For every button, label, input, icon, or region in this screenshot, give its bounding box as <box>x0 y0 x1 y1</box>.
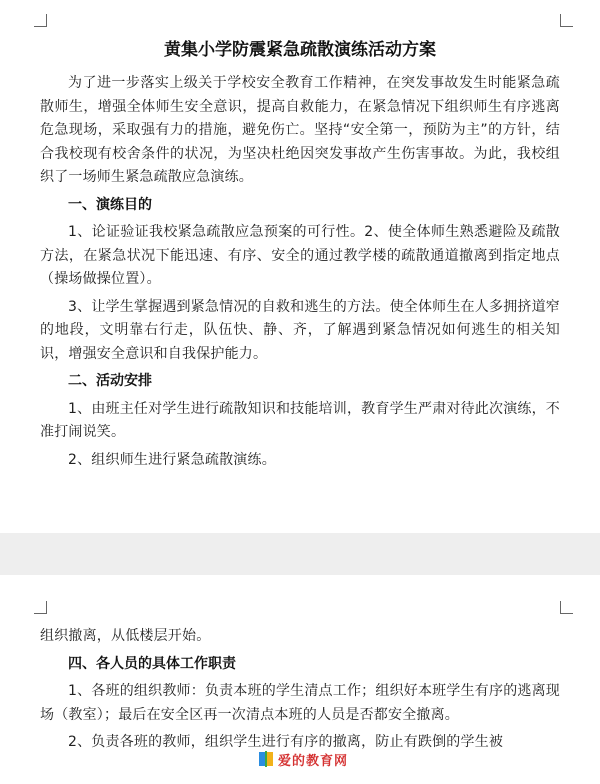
intro-paragraph: 为了进一步落实上级关于学校安全教育工作精神，在突发事故发生时能紧急疏散师生，增强全体师生安全意识，提高自救能力，在紧急情况下组织师生有序逃离危急现场，采取强有力的措施，避免伤亡。坚持“安全第一，预防为主”的方针，结合我校现有校舍条件的状况，为坚决杜绝因突发事故产生伤害事故。为此，我校组织了一场师生紧急疏散应急演练。 <box>40 75 560 185</box>
section-4-paragraph-2: 2、负责各班的教师，组织学生进行有序的撤离，防止有跌倒的学生被 <box>68 734 504 750</box>
continuation-text: 组织撤离，从低楼层开始。 <box>40 628 211 644</box>
section-1-heading: 一、演练目的 <box>68 196 152 213</box>
book-logo-icon <box>258 750 274 768</box>
page-2-content <box>40 625 560 759</box>
corner-mark-top-right <box>560 601 573 614</box>
page-separator <box>0 533 600 575</box>
site-watermark <box>258 748 368 770</box>
corner-mark-top-left <box>34 14 47 27</box>
page-1-content <box>40 38 560 476</box>
section-1-paragraph-2: 3、让学生掌握遇到紧急情况的自救和逃生的方法。使全体师生在人多拥挤道窄的地段，文明靠右行走，队伍快、静、齐，了解遇到紧急情况如何逃生的相关知识，增强安全意识和自我保护能力。 <box>40 298 560 362</box>
watermark-text: 爱的教育网 <box>278 753 349 769</box>
section-2-paragraph-1: 1、由班主任对学生进行疏散知识和技能培训，教育学生严肃对待此次演练，不准打闹说笑。 <box>40 400 560 440</box>
section-1-paragraph-1: 1、论证验证我校紧急疏散应急预案的可行性。2、使全体师生熟悉避险及疏散方法，在紧急状况下能迅速、有序、安全的通过教学楼的疏散通道撤离到指定地点（操场做操位置）。 <box>40 224 560 287</box>
section-4-paragraph-1: 1、各班的组织教师：负责本班的学生清点工作；组织好本班学生有序的逃离现场（教室）；最后在安全区再一次清点本班的人员是否都安全撤离。 <box>40 683 560 723</box>
section-2-paragraph-2: 2、组织师生进行紧急疏散演练。 <box>68 451 276 468</box>
corner-mark-top-left <box>34 601 47 614</box>
document-title: 黄集小学防震紧急疏散演练活动方案 <box>164 40 436 60</box>
section-2-heading: 二、活动安排 <box>68 373 152 389</box>
corner-mark-top-right <box>560 14 573 27</box>
section-4-heading: 四、各人员的具体工作职责 <box>68 655 236 672</box>
